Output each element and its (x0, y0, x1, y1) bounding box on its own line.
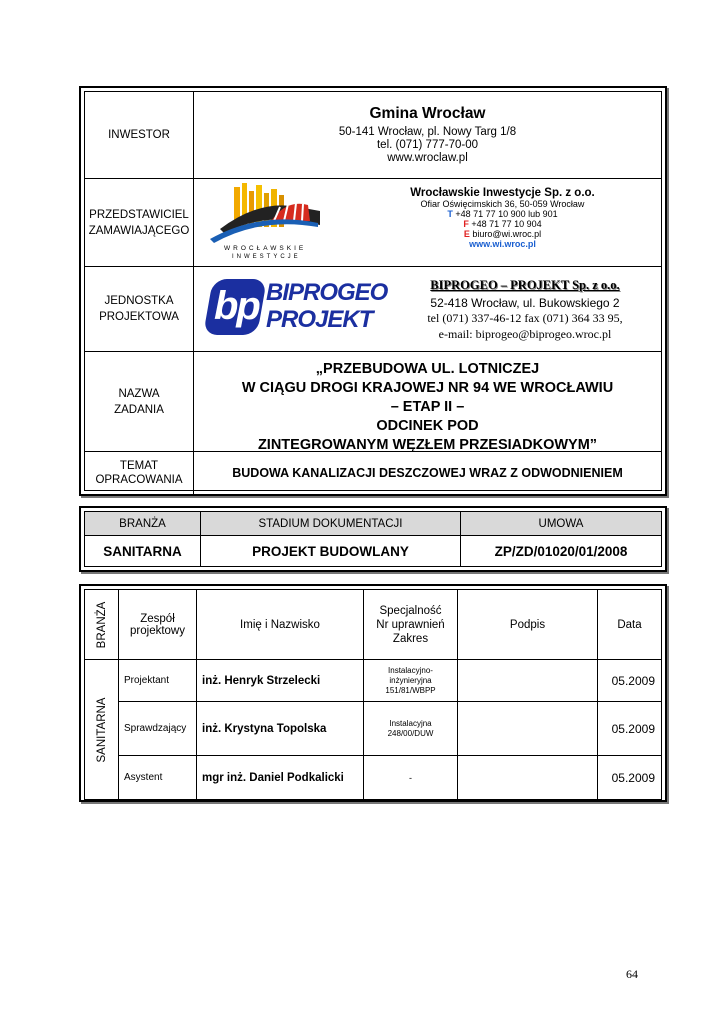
task-line-3: – ETAP II – (390, 399, 465, 415)
rep-fax (344, 219, 661, 229)
task-line-2: W CIĄGU DROGI KRAJOWEJ NR 94 WE WROCŁAWIU (241, 380, 614, 396)
rep-address: Ofiar Oświęcimskich 36, 50-059 Wrocław (420, 199, 585, 209)
doc-header-branza: BRANŻA (85, 512, 201, 535)
team-block (79, 584, 667, 802)
team-spec: Instalacyjna 248/00/DUW (364, 702, 458, 756)
rep-tel-value: +48 71 77 10 900 lub 901 (452, 209, 558, 219)
team-header-zespol: Zespół projektowy (119, 590, 197, 660)
team-branza-cell (85, 660, 119, 800)
team-role: Projektant (119, 660, 197, 702)
investor-www: www.wroclaw.pl (387, 152, 468, 164)
topic-label: TEMAT OPRACOWANIA (85, 452, 194, 494)
investor-label: INWESTOR (85, 92, 194, 178)
team-header-spec: Specjalność Nr uprawnień Zakres (364, 590, 458, 660)
unit-name: BIPROGEO – PROJEKT Sp. z o.o. (430, 278, 620, 292)
rep-tel (344, 209, 661, 219)
task-line-1: „PRZEBUDOWA UL. LOTNICZEJ (315, 361, 540, 377)
team-header-branza (85, 590, 119, 660)
doc-header-umowa: UMOWA (538, 517, 584, 530)
doc-stadium: PROJEKT BUDOWLANY (201, 536, 461, 566)
wi-logo-text2: INWESTYCJE (232, 254, 301, 260)
unit-tel: tel (071) 337-46-12 fax (071) 364 33 95, (427, 311, 623, 325)
rep-email-value: biuro@wi.wroc.pl (469, 229, 542, 239)
title-block (79, 86, 667, 496)
task-label: NAZWA ZADANIA (85, 352, 194, 451)
rep-www: www.wi.wroc.pl (469, 239, 536, 249)
task-line-5: ZINTEGROWANYM WĘZŁEM PRZESIADKOWYM” (257, 437, 598, 453)
wi-logo (200, 181, 340, 261)
team-header-imie: Imię i Nazwisko (197, 590, 364, 660)
team-name: inż. Krystyna Topolska (197, 702, 364, 756)
page-number: 64 (626, 967, 638, 981)
biprogeo-logo-line1: BIPROGEO (266, 279, 388, 306)
task-row (85, 352, 661, 452)
team-header-data: Data (598, 590, 662, 660)
doc-branza: SANITARNA (85, 536, 201, 566)
unit-address: 52-418 Wrocław, ul. Bukowskiego 2 (430, 296, 620, 310)
team-spec: - (364, 756, 458, 800)
bridge-logo-icon (200, 181, 340, 245)
rep-name: Wrocławskie Inwestycje Sp. z o.o. (410, 187, 595, 199)
investor-name: Gmina Wrocław (369, 105, 486, 122)
team-header-branza-text: BRANŻA (95, 601, 108, 648)
fax-letter: F (463, 219, 469, 229)
topic-text: BUDOWA KANALIZACJI DESZCZOWEJ WRAZ Z ODWODNIENIEM (232, 466, 623, 480)
design-unit-label: JEDNOSTKA PROJEKTOWA (85, 267, 194, 351)
investor-tel: tel. (071) 777-70-00 (376, 139, 478, 151)
representative-label: PRZEDSTAWICIEL ZAMAWIAJĄCEGO (85, 179, 194, 266)
team-name: inż. Henryk Strzelecki (197, 660, 364, 702)
bp-logo-text: bp (214, 284, 259, 328)
team-role: Asystent (119, 756, 197, 800)
team-signature (458, 756, 598, 800)
team-signature (458, 702, 598, 756)
team-header-row (85, 590, 662, 660)
topic-row (85, 452, 661, 494)
investor-address: 50-141 Wrocław, pl. Nowy Targ 1/8 (338, 126, 517, 138)
documentation-block (79, 506, 667, 572)
representative-row (85, 179, 661, 267)
biprogeo-logo-line2: PROJEKT (266, 306, 373, 333)
doc-header-row (85, 512, 661, 536)
team-signature (458, 660, 598, 702)
team-row (85, 702, 662, 756)
team-role: Sprawdzający (119, 702, 197, 756)
team-date: 05.2009 (598, 702, 662, 756)
unit-email: e-mail: biprogeo@biprogeo.wroc.pl (438, 327, 612, 341)
tel-letter: T (447, 209, 453, 219)
team-row (85, 660, 662, 702)
team-table (84, 589, 662, 800)
team-header-podpis: Podpis (458, 590, 598, 660)
team-name: mgr inż. Daniel Podkalicki (197, 756, 364, 800)
wi-logo-text1: WROCŁAWSKIE (224, 245, 307, 252)
team-branza-vertical: SANITARNA (95, 697, 108, 762)
team-date: 05.2009 (598, 756, 662, 800)
task-line-4: ODCINEK POD (376, 418, 479, 434)
rep-fax-value: +48 71 77 10 904 (468, 219, 542, 229)
team-row (85, 756, 662, 800)
design-unit-row (85, 267, 661, 352)
team-date: 05.2009 (598, 660, 662, 702)
email-letter: E (463, 229, 470, 239)
rep-email (344, 229, 661, 239)
team-spec: Instalacyjno- inżynieryjna 151/81/WBPP (364, 660, 458, 702)
investor-row (85, 92, 661, 179)
doc-value-row (85, 536, 661, 566)
doc-header-stadium: STADIUM DOKUMENTACJI (201, 512, 461, 535)
doc-umowa: ZP/ZD/01020/01/2008 (494, 543, 628, 559)
biprogeo-logo (208, 279, 388, 339)
